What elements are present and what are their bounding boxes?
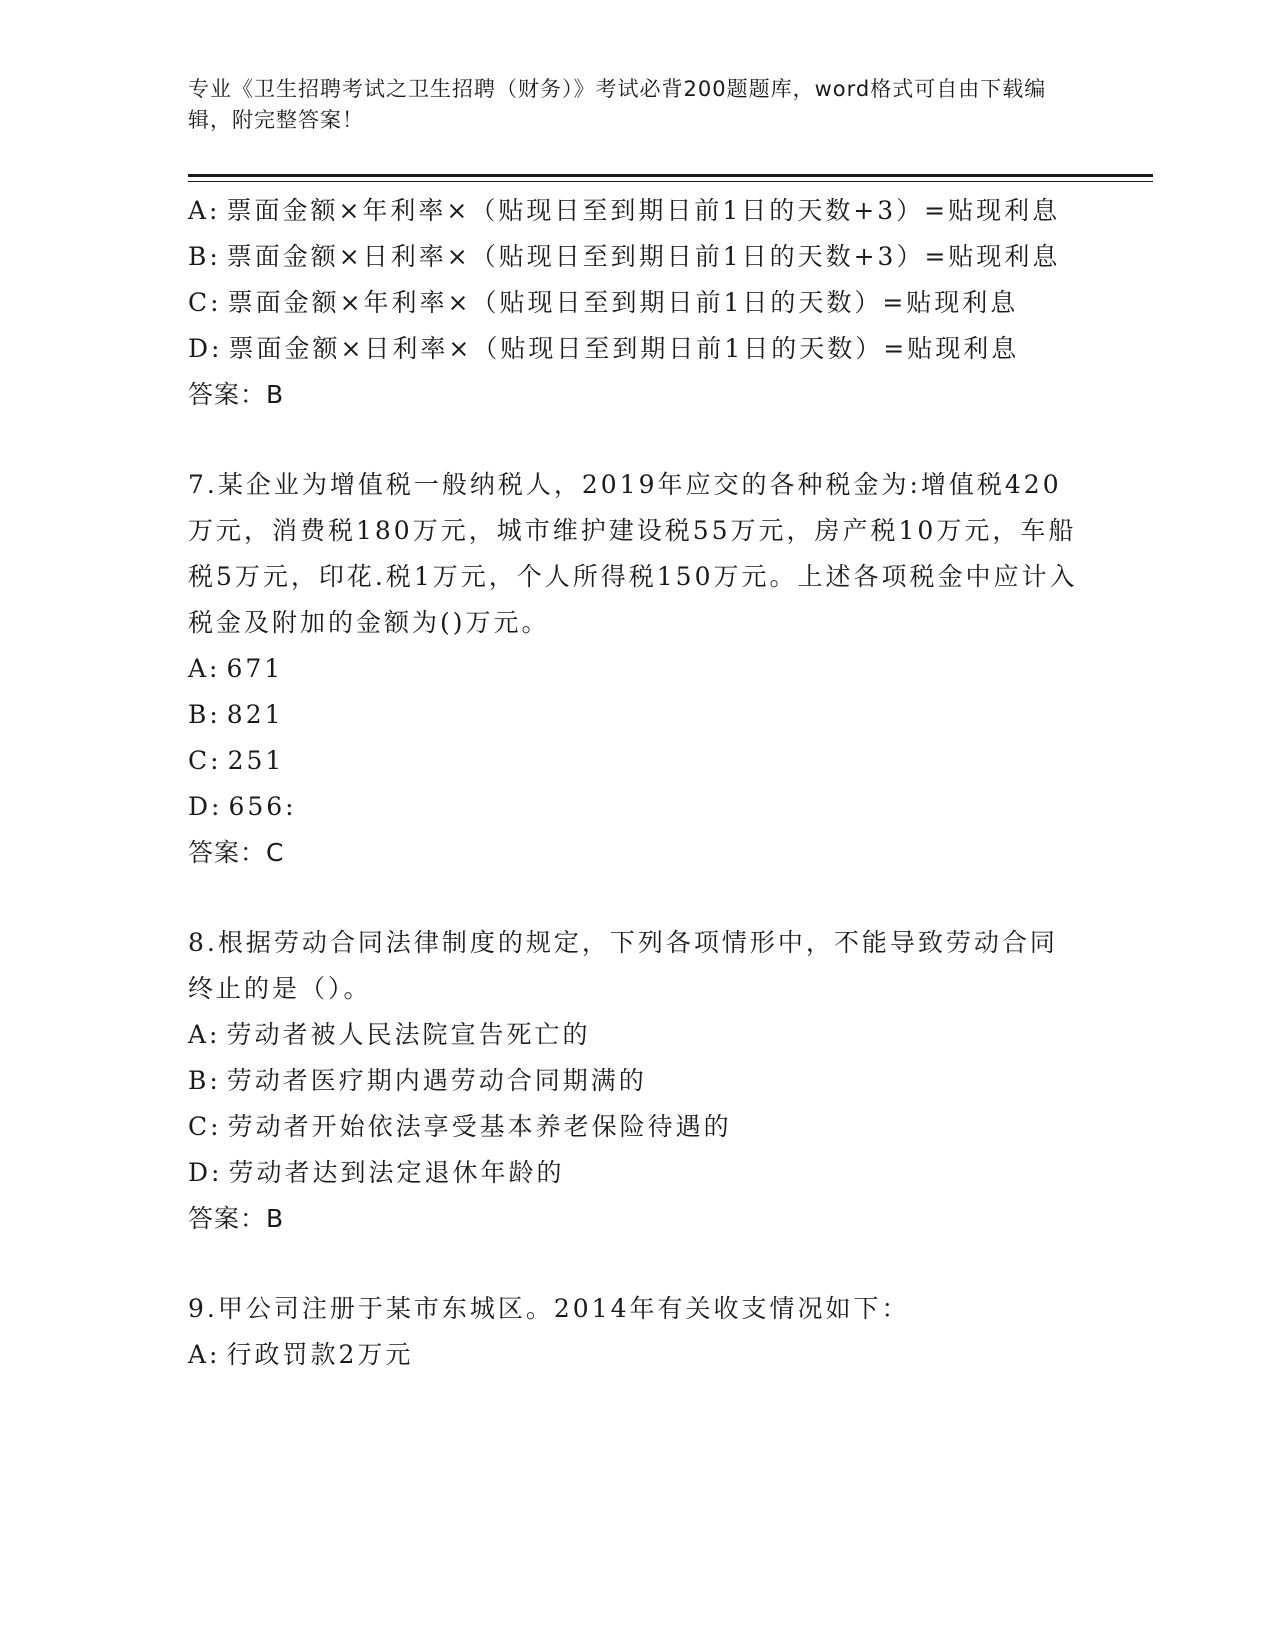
option-c bbox=[188, 280, 1078, 326]
question-7 bbox=[188, 462, 1078, 876]
option-letter: B: bbox=[188, 700, 221, 729]
answer-label: 答案：B bbox=[188, 380, 285, 409]
option-letter: C: bbox=[188, 746, 222, 775]
option-a bbox=[188, 188, 1078, 234]
option-text: 劳动者被人民法院宣告死亡的 bbox=[226, 1020, 591, 1049]
question-stem: 8.根据劳动合同法律制度的规定，下列各项情形中，不能导致劳动合同终止的是（）。 bbox=[188, 928, 1058, 1003]
option-letter: D: bbox=[188, 334, 223, 363]
question-stem: 9.甲公司注册于某市东城区。2014年有关收支情况如下： bbox=[188, 1294, 910, 1323]
option-text: 劳动者医疗期内遇劳动合同期满的 bbox=[226, 1066, 647, 1095]
option-text: 票面金额×年利率×（贴现日至到期日前1日的天数）=贴现利息 bbox=[227, 288, 1019, 317]
option-a bbox=[188, 646, 1078, 692]
option-a bbox=[188, 1332, 1078, 1378]
header-rule-thin bbox=[188, 181, 1153, 182]
option-b bbox=[188, 1058, 1078, 1104]
question-8 bbox=[188, 920, 1078, 1242]
option-letter: D: bbox=[188, 792, 223, 821]
option-letter: A: bbox=[188, 654, 221, 683]
option-d bbox=[188, 1150, 1078, 1196]
answer-label: 答案：C bbox=[188, 838, 285, 867]
option-text: 656: bbox=[228, 792, 297, 821]
option-letter: C: bbox=[188, 288, 222, 317]
option-d bbox=[188, 326, 1078, 372]
answer-label: 答案：B bbox=[188, 1204, 285, 1233]
option-b bbox=[188, 234, 1078, 280]
option-c bbox=[188, 738, 1078, 784]
option-text: 票面金额×日利率×（贴现日至到期日前1日的天数+3）=贴现利息 bbox=[226, 242, 1061, 271]
option-text: 票面金额×年利率×（贴现日至到期日前1日的天数+3）=贴现利息 bbox=[226, 196, 1061, 225]
option-text: 671 bbox=[226, 654, 284, 683]
option-text: 票面金额×日利率×（贴现日至到期日前1日的天数）=贴现利息 bbox=[228, 334, 1020, 363]
option-letter: A: bbox=[188, 196, 221, 225]
question-9 bbox=[188, 1286, 1078, 1378]
option-text: 251 bbox=[227, 746, 285, 775]
option-text: 劳动者开始依法享受基本养老保险待遇的 bbox=[227, 1112, 732, 1141]
option-text: 821 bbox=[226, 700, 284, 729]
option-a bbox=[188, 1012, 1078, 1058]
question-6 bbox=[188, 188, 1078, 418]
option-text: 行政罚款2万元 bbox=[226, 1340, 414, 1369]
document-content bbox=[188, 188, 1078, 1378]
option-letter: D: bbox=[188, 1158, 223, 1187]
option-c bbox=[188, 1104, 1078, 1150]
option-letter: A: bbox=[188, 1020, 221, 1049]
option-d bbox=[188, 784, 1078, 830]
option-text: 劳动者达到法定退休年龄的 bbox=[228, 1158, 565, 1187]
document-header: 专业《卫生招聘考试之卫生招聘（财务）》考试必背200题题库，word格式可自由下载编辑，附完整答案！ bbox=[188, 77, 1047, 132]
question-stem: 7.某企业为增值税一般纳税人，2019年应交的各种税金为:增值税420万元，消费税180万元，城市维护建设税55万元，房产税10万元，车船税5万元，印花.税1万元，个人所得税150万元。上述各项税金中应计入税金及附加的金额为()万元。 bbox=[188, 470, 1078, 637]
option-letter: A: bbox=[188, 1340, 221, 1369]
option-letter: B: bbox=[188, 1066, 221, 1095]
option-letter: C: bbox=[188, 1112, 222, 1141]
header-rule-thick bbox=[188, 174, 1153, 177]
option-letter: B: bbox=[188, 242, 221, 271]
option-b bbox=[188, 692, 1078, 738]
